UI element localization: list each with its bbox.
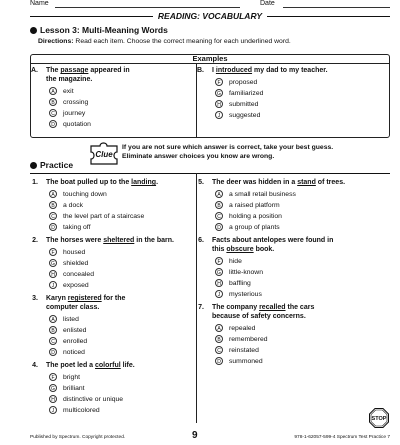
practice-rule: [30, 173, 390, 174]
practice-column-divider: [196, 173, 197, 423]
answer-option[interactable]: [215, 345, 259, 356]
answer-text: summoned: [229, 358, 263, 365]
stem-text: computer class.: [46, 304, 100, 311]
question-number: 5.: [198, 179, 204, 186]
answer-text: hide: [229, 258, 242, 265]
answer-option[interactable]: [215, 99, 258, 110]
answer-bubble[interactable]: J: [49, 281, 57, 289]
stem-text: the cars: [285, 304, 315, 311]
underlined-word: stand: [297, 179, 316, 186]
section-banner: [30, 11, 390, 21]
stem-text: Karyn: [46, 295, 68, 302]
page-number: 9: [192, 430, 198, 441]
answer-option[interactable]: [49, 405, 100, 416]
answer-bubble[interactable]: J: [49, 406, 57, 414]
answer-bubble[interactable]: D: [49, 348, 57, 356]
answer-bubble[interactable]: D: [49, 223, 57, 231]
answer-option[interactable]: [215, 222, 280, 233]
answer-option[interactable]: [49, 269, 94, 280]
answer-bubble[interactable]: B: [215, 335, 223, 343]
stem-text: The deer was hidden in a: [212, 179, 298, 186]
answer-bubble[interactable]: H: [49, 270, 57, 278]
answer-text: brilliant: [63, 385, 85, 392]
answer-bubble[interactable]: F: [49, 373, 57, 381]
answer-text: proposed: [229, 79, 258, 86]
underlined-word: landing: [131, 179, 157, 186]
directions: [38, 38, 291, 45]
answer-text: quotation: [63, 121, 91, 128]
question-number: 2.: [32, 237, 38, 244]
answer-option[interactable]: [49, 200, 83, 211]
underlined-word: obscure: [226, 246, 254, 253]
answer-bubble[interactable]: B: [49, 201, 57, 209]
answer-bubble[interactable]: F: [215, 78, 223, 86]
question-number: 6.: [198, 237, 204, 244]
answer-option[interactable]: [49, 222, 90, 233]
answer-bubble[interactable]: A: [49, 315, 57, 323]
answer-bubble[interactable]: D: [49, 120, 57, 128]
question-number: A.: [31, 67, 38, 74]
answer-option[interactable]: [215, 289, 262, 300]
answer-option[interactable]: [215, 110, 260, 121]
answer-option[interactable]: [215, 88, 263, 99]
answer-bubble[interactable]: D: [215, 223, 223, 231]
answer-bubble[interactable]: J: [215, 111, 223, 119]
answer-text: exposed: [63, 282, 89, 289]
answer-option[interactable]: [215, 334, 268, 345]
stem-text: The poet led a: [46, 362, 96, 369]
lesson-title: Lesson 3: Multi-Meaning Words: [40, 25, 168, 35]
underlined-word: passage: [60, 67, 89, 74]
practice-title-row: [30, 160, 73, 170]
date-label: Date: [260, 0, 275, 7]
stem-text: .: [156, 179, 159, 186]
underlined-word: colorful: [95, 362, 121, 369]
question-stem: [212, 66, 328, 75]
name-line: [55, 7, 240, 8]
stem-text: the magazine.: [46, 76, 93, 83]
answer-option[interactable]: [49, 383, 85, 394]
lesson-title-row: [30, 25, 168, 35]
answer-text: submitted: [229, 101, 259, 108]
stem-text: in the barn.: [134, 237, 174, 244]
footer-publisher: Published by Spectrum. Copyright protected.: [30, 435, 126, 440]
answer-text: noticed: [63, 349, 85, 356]
stem-text: Facts about antelopes were found in: [212, 237, 334, 244]
answer-text: bright: [63, 374, 81, 381]
examples-heading: Examples: [192, 54, 228, 63]
stem-text: for the: [101, 295, 126, 302]
answer-option[interactable]: [49, 189, 107, 200]
answer-option[interactable]: [49, 86, 74, 97]
answer-bubble[interactable]: H: [215, 100, 223, 108]
answer-text: little-known: [229, 269, 263, 276]
underlined-word: introduced: [215, 67, 253, 74]
question-stem: [212, 303, 314, 321]
answer-bubble[interactable]: G: [49, 259, 57, 267]
underlined-word: sheltered: [103, 237, 135, 244]
bullet-icon: [30, 162, 37, 169]
answer-bubble[interactable]: F: [49, 248, 57, 256]
answer-bubble[interactable]: B: [49, 98, 57, 106]
answer-option[interactable]: [215, 211, 282, 222]
answer-option[interactable]: [215, 323, 255, 334]
clue-line-1: If you are not sure which answer is correct, take your best guess.: [122, 144, 334, 151]
answer-option[interactable]: [49, 280, 89, 291]
answer-text: shielded: [63, 260, 89, 267]
stop-sign-icon: [369, 408, 389, 428]
answer-bubble[interactable]: F: [215, 257, 223, 265]
answer-text: a small retail business: [229, 191, 296, 198]
stem-text: my dad to my teacher.: [252, 67, 328, 74]
clue-line-2: Eliminate answer choices you know are wrong.: [122, 153, 275, 160]
answer-bubble[interactable]: A: [49, 87, 57, 95]
answer-bubble[interactable]: B: [215, 201, 223, 209]
answer-text: a dock: [63, 202, 84, 209]
bullet-icon: [30, 27, 37, 34]
answer-text: reinstated: [229, 347, 259, 354]
stop-label: STOP: [371, 416, 387, 423]
answer-bubble[interactable]: B: [49, 326, 57, 334]
answer-bubble[interactable]: D: [215, 357, 223, 365]
stem-text: The: [46, 67, 61, 74]
answer-bubble[interactable]: G: [49, 384, 57, 392]
answer-text: remembered: [229, 336, 268, 343]
answer-option[interactable]: [49, 372, 80, 383]
practice-title: Practice: [40, 160, 74, 170]
name-label: Name: [30, 0, 49, 7]
directions-text: Read each item. Choose the correct meaning for each underlined word.: [75, 38, 291, 45]
clue-puzzle-icon: [88, 140, 120, 166]
answer-text: distinctive or unique: [63, 396, 124, 403]
question-number: 1.: [32, 179, 38, 186]
answer-text: housed: [63, 249, 86, 256]
answer-text: listed: [63, 316, 79, 323]
stem-text: this: [212, 246, 227, 253]
question-number: 3.: [32, 295, 38, 302]
banner-title-wrap: [30, 11, 390, 21]
answer-bubble[interactable]: C: [215, 212, 223, 220]
question-stem: [212, 236, 333, 254]
question-stem: [212, 178, 345, 187]
answer-option[interactable]: [215, 189, 296, 200]
stem-text: The boat pulled up to the: [46, 179, 132, 186]
underlined-word: registered: [67, 295, 102, 302]
answer-text: enlisted: [63, 327, 87, 334]
directions-label: Directions:: [38, 38, 74, 45]
answer-option[interactable]: [215, 267, 263, 278]
underlined-word: recalled: [259, 304, 286, 311]
stem-text: life.: [120, 362, 135, 369]
question-stem: [46, 178, 158, 187]
answer-bubble[interactable]: H: [49, 395, 57, 403]
answer-option[interactable]: [49, 247, 85, 258]
stem-text: book.: [253, 246, 275, 253]
question-number: 4.: [32, 362, 38, 369]
stem-text: The company: [212, 304, 260, 311]
question-stem: [46, 294, 125, 312]
answer-option[interactable]: [49, 258, 88, 269]
answer-bubble[interactable]: G: [215, 89, 223, 97]
answer-option[interactable]: [215, 278, 251, 289]
stem-text: of trees.: [315, 179, 346, 186]
question-stem: [46, 361, 135, 370]
banner-title: READING: VOCABULARY: [153, 11, 267, 21]
answer-option[interactable]: [215, 256, 242, 267]
answer-text: touching down: [63, 191, 107, 198]
answer-text: mysterious: [229, 291, 262, 298]
answer-text: repealed: [229, 325, 256, 332]
answer-option[interactable]: [49, 336, 87, 347]
answer-bubble[interactable]: A: [49, 190, 57, 198]
answer-option[interactable]: [49, 211, 144, 222]
answer-text: taking off: [63, 224, 91, 231]
clue-text: [122, 143, 333, 161]
question-stem: [46, 236, 174, 245]
answer-bubble[interactable]: C: [49, 337, 57, 345]
question-stem: [46, 66, 130, 84]
answer-option[interactable]: [49, 394, 123, 405]
footer-isbn: 978-1-62057-599-4 Spectrum Test Practice 7: [294, 435, 390, 440]
examples-divider: [30, 63, 390, 64]
answer-text: a group of plants: [229, 224, 280, 231]
page-header: [0, 0, 400, 10]
answer-option[interactable]: [215, 356, 263, 367]
answer-option[interactable]: [49, 119, 91, 130]
question-number: 7.: [198, 304, 204, 311]
answer-text: suggested: [229, 112, 261, 119]
answer-bubble[interactable]: A: [215, 190, 223, 198]
answer-text: a raised platform: [229, 202, 280, 209]
answer-option[interactable]: [49, 108, 85, 119]
answer-text: the level part of a staircase: [63, 213, 145, 220]
answer-bubble[interactable]: C: [49, 212, 57, 220]
answer-bubble[interactable]: A: [215, 324, 223, 332]
answer-text: multicolored: [63, 407, 100, 414]
answer-text: crossing: [63, 99, 89, 106]
clue-label: Clue: [95, 150, 113, 159]
answer-option[interactable]: [49, 347, 85, 358]
stem-text: The horses were: [46, 237, 104, 244]
answer-text: concealed: [63, 271, 94, 278]
answer-bubble[interactable]: J: [215, 290, 223, 298]
question-number: B.: [197, 67, 204, 74]
answer-bubble[interactable]: C: [215, 346, 223, 354]
answer-text: holding a position: [229, 213, 282, 220]
stem-text: because of safety concerns.: [212, 313, 306, 320]
answer-text: familiarized: [229, 90, 264, 97]
stem-text: appeared in: [88, 67, 130, 74]
answer-option[interactable]: [215, 200, 280, 211]
answer-option[interactable]: [49, 97, 88, 108]
answer-text: journey: [63, 110, 86, 117]
date-line: [283, 7, 390, 8]
answer-bubble[interactable]: G: [215, 268, 223, 276]
answer-text: baffling: [229, 280, 251, 287]
answer-option[interactable]: [215, 77, 257, 88]
answer-option[interactable]: [49, 314, 79, 325]
answer-text: enrolled: [63, 338, 88, 345]
stem-text: I: [212, 67, 216, 74]
answer-bubble[interactable]: H: [215, 279, 223, 287]
answer-text: exit: [63, 88, 74, 95]
answer-option[interactable]: [49, 325, 86, 336]
answer-bubble[interactable]: C: [49, 109, 57, 117]
